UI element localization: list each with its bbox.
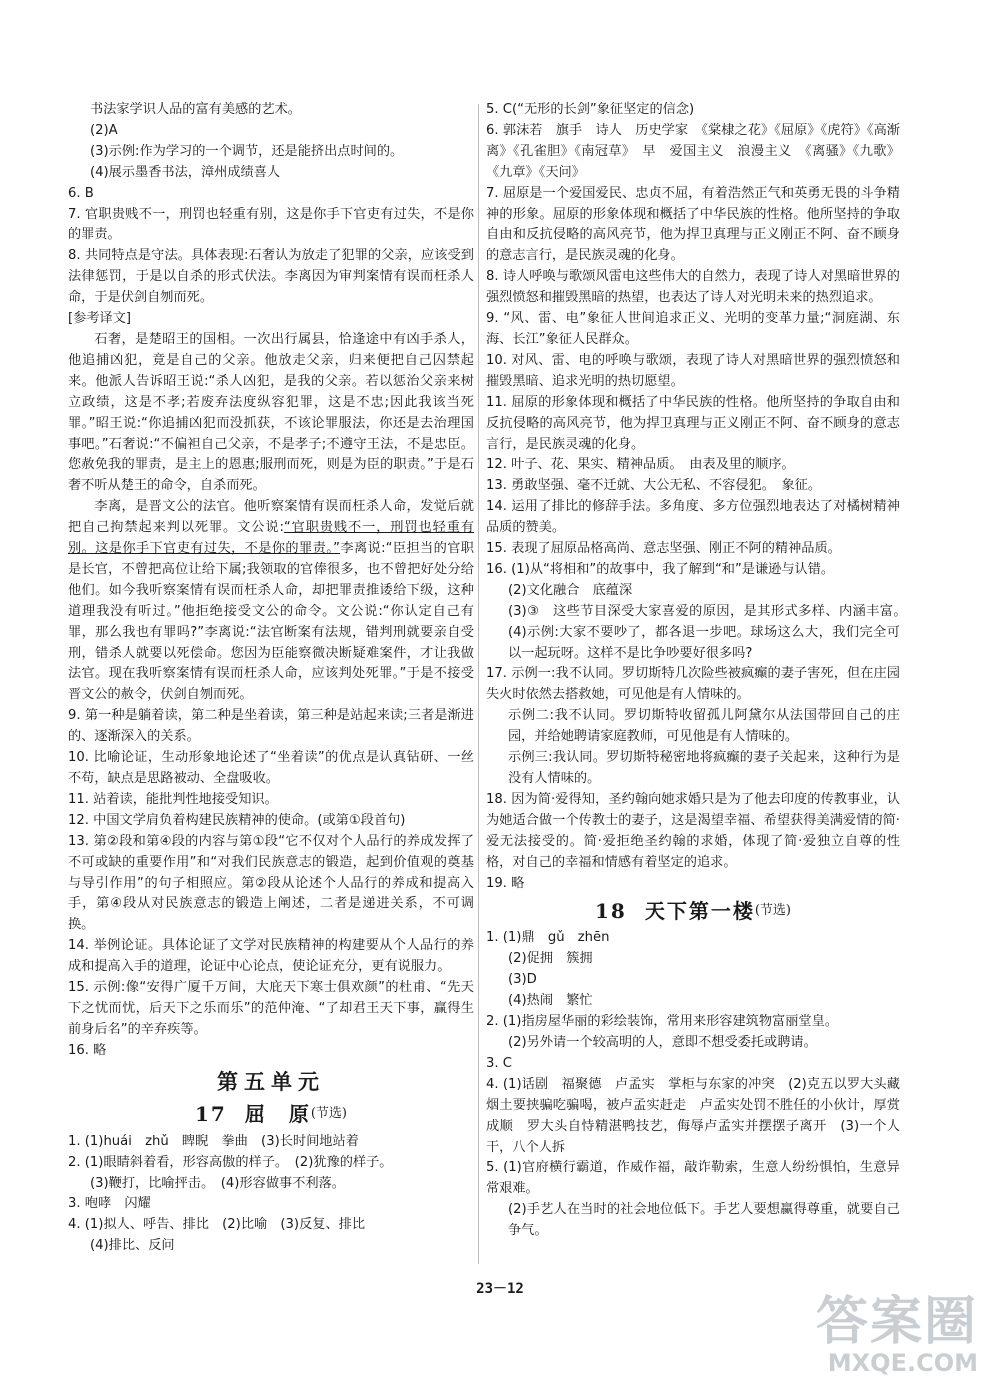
answer-text: 16. 略: [68, 1042, 107, 1058]
answer-line: [68, 497, 474, 706]
lesson-18-note: (节选): [754, 902, 791, 918]
watermark-logo: [810, 1294, 978, 1378]
answer-line: [486, 1054, 900, 1075]
answer-text: (2)A: [90, 122, 118, 138]
answer-line: [486, 539, 900, 560]
answer-text: (4)展示墨香书法，漳州成绩喜人: [90, 164, 281, 180]
answer-text: (3)鞭打，比喻抨击。 (4)形容做事不利落。: [90, 1175, 345, 1191]
lesson-18-name: 天下第一楼: [644, 898, 755, 923]
answer-text: (2)手艺人在当时的社会地位低下。手艺人要想赢得尊重，就要自己争气。: [508, 1202, 900, 1239]
lesson-18-number: 18: [595, 898, 627, 923]
answer-text: (2)促拥 簇拥: [508, 951, 593, 967]
answer-line: [68, 1041, 474, 1062]
answer-line: [68, 1132, 474, 1153]
answer-text: 5. (1)官府横行霸道，作威作福，敲诈勒索，生意人纷纷惧怕，生意异常艰难。: [486, 1160, 900, 1197]
answer-text: 6. 郭沫若 旗手 诗人 历史学家 《棠棣之花》《屈原》《虎符》《高渐离》《孔雀胆》《南冠草》 早 爱国主义 浪漫主义 《离骚》《九歌》《九章》《天问》: [486, 122, 900, 180]
answer-text: 4. (1)拟人、呼告、排比 (2)比喻 (3)反复、排比: [68, 1217, 366, 1233]
answer-text: 示例三:我认同。罗切斯特秘密地将疯癫的妻子关起来，这种行为是没有人情味的。: [508, 750, 900, 786]
unit-title: 第五单元: [217, 1068, 325, 1094]
underlined-text: “官职贵贱不一，刑罚也轻重有别。这是你手下官吏有过失，不是你的罪责。”: [68, 520, 474, 557]
answer-text: 1. (1)鼎 gǔ zhēn: [486, 930, 610, 946]
answer-line: [68, 1215, 474, 1236]
answer-text: 14. 运用了排比的修辞手法。多角度、多方位强烈地表达了对橘树精神品质的赞美。: [486, 499, 900, 536]
answer-line: [486, 991, 900, 1012]
watermark-stamp: 答案圈: [815, 1292, 978, 1352]
lesson-17-name: 屈 原: [244, 1102, 311, 1127]
right-answer-list: [486, 100, 914, 894]
answer-line: [68, 748, 474, 790]
answer-line: [68, 163, 474, 184]
answer-line: [486, 1075, 900, 1159]
answer-line: [486, 1033, 900, 1054]
answer-line: [486, 949, 900, 970]
answer-line: [486, 1200, 900, 1242]
answer-line: [486, 351, 900, 393]
answer-text: (4)热闹 繁忙: [508, 993, 593, 1009]
lesson-18-answer-list: [486, 928, 900, 1242]
page-number: 23－12: [476, 1281, 524, 1297]
answer-text: 3. C: [486, 1055, 512, 1071]
answer-line: [68, 184, 474, 205]
answer-text: 5. C(“无形的长剑”象征坚定的信念): [486, 102, 695, 117]
answer-text: 12. 叶子、花、果实、精神品质。 由表及里的顺序。: [486, 457, 795, 473]
answer-line: [486, 1158, 900, 1200]
answer-text: 14. 举例论证。具体论证了文学对民族精神的构建要从个人品行的养成和提高入手的道理，论证中心论点，使论证充分，更有说服力。: [68, 938, 474, 975]
answer-text: 9. 第一种是躺着读，第二种是坐着读，第三种是站起来读;三者是渐进的、逐渐深入的关系。: [68, 708, 474, 745]
right-column: [486, 100, 914, 1242]
answer-line: [68, 121, 474, 142]
lesson-18-heading: [486, 894, 900, 928]
answer-text: 石奢，是楚昭王的国相。一次出行属县，恰逢途中有凶手杀人，他追捕凶犯，竟是自己的父亲。他放走父亲，归来便把自己囚禁起来。他派人告诉昭王说:“杀人凶犯，是我的父亲。若以惩治父亲来树立政绩，这是不孝;若废弃法度纵容犯罪，这是不忠;因此我该当死罪。”昭王说:“你追捕凶犯而没抓获，不该论罪服法，你还是去治理国事吧。”石奢说:“不偏袒自己父亲，不是孝子;不遵守王法，不是忠臣。您赦免我的罪责，是主上的恩惠;服刑而死，则是为臣的职责。”于是石奢不听从楚王的命令，自杀而死。: [68, 331, 474, 494]
left-answer-list: [68, 100, 474, 1062]
answer-text: 1. (1)huái zhǔ 睥睨 拳曲 (3)长时间地站着: [68, 1133, 359, 1149]
answer-text: 15. 表现了屈原品格高尚、意志坚强、刚正不阿的精神品质。: [486, 541, 841, 557]
answer-text: 2. (1)指房屋华丽的彩绘装饰，常用来形容建筑物富丽堂皇。: [486, 1014, 838, 1030]
lesson-17-note: (节选): [310, 1106, 347, 1122]
answer-text: 8. 诗人呼唤与歌颂风雷电这些伟大的自然力，表现了诗人对黑暗世界的强烈愤怒和摧毁黑暗的热望，也表达了诗人对光明未来的热烈追求。: [486, 269, 900, 306]
answer-line: [486, 476, 900, 497]
answer-line: [68, 205, 474, 247]
answer-text: 2. (1)眼睛斜着看，形容高傲的样子。 (2)犹豫的样子。: [68, 1154, 393, 1170]
answer-line: [486, 1012, 900, 1033]
answer-text: 书法家学识人品的富有美感的艺术。: [90, 102, 301, 117]
lesson-17-heading: [68, 1098, 474, 1132]
answer-line: [68, 1174, 474, 1195]
answer-line: [68, 246, 474, 309]
answer-line: [68, 1194, 474, 1215]
answer-text: (3)示例:作为学习的一个调节，还是能挤出点时间的。: [90, 143, 404, 159]
answer-text: (3)③ 这些节目深受大家喜爱的原因，是其形式多样、内涵丰富。 (4)示例:大家不要吵了，都各退一步吧。球场这么大，我们完全可以一起玩呀。这样不是比争吵要好很多吗?: [508, 603, 914, 661]
answer-line: [68, 100, 474, 121]
answer-text: 17. 示例一:我不认同。罗切斯特几次险些被疯癫的妻子害死，但在庄园失火时依然去搭救她，可见他是有人情味的。: [486, 666, 900, 703]
left-column: [68, 100, 474, 1257]
answer-text: 8. 共同特点是守法。具体表现:石奢认为放走了犯罪的父亲，应该受到法律惩罚，于是以自杀的形式伏法。李离因为审判案情有误而枉杀人命，于是伏剑自刎而死。: [68, 248, 474, 306]
answer-line: [486, 970, 900, 991]
watermark-site: MXQE.COM: [827, 1349, 978, 1377]
answer-text: 7. 屈原是一个爱国爱民、忠贞不屈，有着浩然正气和英勇无畏的斗争精神的形象。屈原的形象体现和概括了中华民族的性格。他所坚持的争取自由和反抗侵略的高风亮节，他为捍卫真理与正义刚正不阿、奋不顾身的意志言行，是民族灵魂的化身。: [486, 185, 900, 264]
answer-line: [486, 100, 900, 121]
answer-line: [68, 936, 474, 978]
answer-text: 11. 站着读，能批判性地接受知识。: [68, 791, 278, 807]
answer-text: 12. 中国文学肩负着构建民族精神的使命。(或第①段首句): [68, 812, 406, 828]
answer-line: [68, 790, 474, 811]
answer-line: [486, 267, 900, 309]
answer-line: [486, 874, 900, 895]
answer-text: 7. 官职贵贱不一，刑罚也轻重有别，这是你手下官吏有过失，不是你的罪责。: [68, 206, 474, 243]
answer-text: 15. 示例:像“安得广厦千万间，大庇天下寒士俱欢颜”的杜甫、“先天下之忧而忧，后天下之乐而乐”的范仲淹、“了却君王天下事，赢得生前身后名”的辛弃疾等。: [68, 980, 474, 1037]
answer-line: [486, 706, 900, 748]
answer-line: [68, 1153, 474, 1174]
answer-text: (2)另外请一个较高明的人，意即不想受委托或聘请。: [508, 1034, 817, 1050]
answer-text: (2)文化融合 底蕴深: [508, 582, 633, 598]
answer-line: [486, 664, 900, 706]
answer-text: 19. 略: [486, 875, 525, 891]
answer-line: [68, 706, 474, 748]
answer-line: [68, 978, 474, 1041]
answer-line: [486, 309, 900, 351]
answer-text: 李离，是晋文公的法官。他听察案情有误而枉杀人命，发觉后就把自己拘禁起来判以死罪。文公说:: [68, 499, 474, 536]
column-divider: [478, 104, 479, 1264]
answer-line: [486, 393, 900, 456]
lesson-17-answer-list: [68, 1132, 474, 1257]
answer-text-continued: 李离说:“臣担当的官职是长官，不曾把高位让给下属;我领取的官俸很多，也不曾把好处分给他们。如今我听察案情有误而枉杀人命，却把罪责推诿给下级，这种道理我没有听过。”他拒绝接受文公的命令。文公说:“你认定自己有罪，那么我也有罪吗?”李离说:“法官断案有法规，错判刑就要亲自受刑，错杀人就要以死偿命。您因为臣能察微决断疑难案件，才让我做法官。现在我听察案情有误而枉杀人命，应该判处死罪。”于是不接受晋文公的赦令，伏剑自刎而死。: [68, 541, 474, 703]
answer-text: 9. “风、雷、电”象征人世间追求正义、光明的变革力量;“洞庭湖、东海、长江”象征人民群众。: [486, 311, 900, 347]
answer-line: [486, 748, 900, 790]
answer-text: 4. (1)话剧 福聚德 卢孟实 掌柜与东家的冲突 (2)克五以罗大头藏烟土要挟骗吃骗喝，被卢孟实赶走 卢孟实处罚不胜任的小伙计，厚赏成顺 罗大头自恃精湛鸭技艺，侮辱卢孟实并摆摆子离开 (3)一个人干，八个人拆: [486, 1076, 900, 1155]
lesson-17-number: 17: [195, 1102, 227, 1127]
answer-line: [486, 455, 900, 476]
answer-text: 11. 屈原的形象体现和概括了中华民族的性格。他所坚持的争取自由和反抗侵略的高风亮节，他为捍卫真理与正义刚正不阿、奋不顾身的意志言行，是民族灵魂的化身。: [486, 394, 900, 452]
answer-line: [486, 602, 914, 665]
answer-line: [68, 811, 474, 832]
answer-line: [486, 581, 900, 602]
answer-line: [68, 330, 474, 497]
answer-text: 13. 第②段和第④段的内容与第①段“它不仅对个人品行的养成发挥了不可或缺的重要作用”和“对我们民族意志的锻造，起到价值观的奠基与导引作用”的句子相照应。第②段从论述个人品行的养成和提高入手，第④段从对民族意志的锻造上阐述，二者是递进关系，不可调换。: [68, 833, 474, 933]
answer-line: [486, 121, 900, 184]
answer-text: 16. (1)从“将相和”的故事中，我了解到“和”是谦逊与认错。: [486, 561, 835, 577]
answer-line: [486, 928, 900, 949]
answer-text: [参考译文]: [68, 311, 132, 327]
answer-line: [68, 142, 474, 163]
answer-line: [486, 497, 900, 539]
answer-text: (4)排比、反问: [90, 1238, 175, 1254]
answer-text: 示例二:我不认同。罗切斯特收留孤儿阿黛尔从法国带回自己的庄园，并给她聘请家庭教师，可见他是有人情味的。: [508, 708, 900, 745]
answer-line: [486, 184, 900, 268]
answer-line: [68, 1236, 474, 1257]
answer-line: [486, 560, 900, 581]
answer-line: [68, 832, 474, 937]
answer-text: 13. 勇敢坚强、毫不迁就、大公无私、不容侵犯。 象征。: [486, 478, 822, 494]
answer-text: 10. 比喻论证，生动形象地论述了“坐着读”的优点是认真钻研、一丝不苟，缺点是思路被动、全盘吸收。: [68, 750, 474, 786]
answer-text: 3. 咆哮 闪耀: [68, 1196, 151, 1212]
answer-line: [68, 309, 474, 330]
answer-text: 10. 对风、雷、电的呼唤与歌颂，表现了诗人对黑暗世界的强烈愤怒和摧毁黑暗、追求光明的热切愿望。: [486, 352, 900, 389]
answer-text: 18. 因为简·爱得知，圣约翰向她求婚只是为了他去印度的传教事业，认为她适合做一个传教士的妻子，这是渴望幸福、希望获得美满爱情的简·爱无法接受的。简·爱拒绝圣约翰的求婚，体现了简·爱独立自尊的性格，对自己的幸福和情感有着坚定的追求。: [486, 791, 900, 870]
answer-line: [486, 790, 900, 874]
answer-text: (3)D: [508, 972, 537, 988]
answer-text: 6. B: [68, 185, 94, 201]
